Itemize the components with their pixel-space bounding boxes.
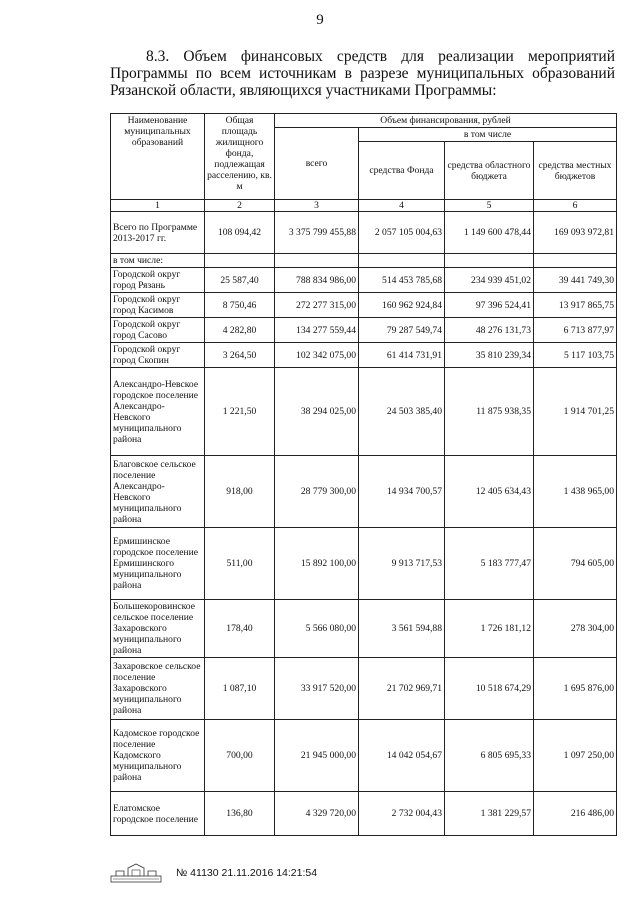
municipality-local: 1 695 876,00 [534,658,617,720]
municipality-total: 788 834 986,00 [275,268,359,293]
municipality-area: 178,40 [205,600,275,658]
municipality-total: 21 945 000,00 [275,720,359,792]
municipality-local: 216 486,00 [534,792,617,836]
municipality-local: 1 438 965,00 [534,456,617,528]
municipality-row [111,318,617,343]
municipality-area: 25 587,40 [205,268,275,293]
municipality-row [111,368,617,456]
municipality-name: Александро-Невское городское поселение Александро-Невского муниципального района [111,368,205,456]
page-number: 9 [316,12,324,28]
municipality-area: 8 750,46 [205,293,275,318]
municipality-total: 28 779 300,00 [275,456,359,528]
municipality-name: Большекоровинское сельское поселение Захаровского муниципального района [111,600,205,658]
municipality-total: 38 294 025,00 [275,368,359,456]
municipality-fund: 21 702 969,71 [359,658,445,720]
municipality-fund: 2 732 004,43 [359,792,445,836]
municipality-local: 5 117 103,75 [534,343,617,368]
subheader-row [111,254,617,268]
municipality-regional: 6 805 695,33 [445,720,534,792]
document-registration-code: № 41130 21.11.2016 14:21:54 [176,867,318,879]
column-number: 3 [275,200,359,212]
municipality-regional: 10 518 674,29 [445,658,534,720]
municipality-row [111,268,617,293]
header-funding: Объем финансирования, рублей [275,114,617,128]
total-row-total: 3 375 799 455,88 [275,212,359,254]
municipality-row [111,720,617,792]
municipality-total: 5 566 080,00 [275,600,359,658]
subheader-cell: в том числе: [111,254,205,268]
municipality-row [111,293,617,318]
municipality-area: 511,00 [205,528,275,600]
municipality-total: 134 277 559,44 [275,318,359,343]
municipality-name: Захаровское сельское поселение Захаровского муниципального района [111,658,205,720]
municipality-local: 1 914 701,25 [534,368,617,456]
municipality-fund: 79 287 549,74 [359,318,445,343]
municipality-row [111,456,617,528]
municipality-row [111,528,617,600]
municipality-local: 1 097 250,00 [534,720,617,792]
municipality-name: Городской округ город Скопин [111,343,205,368]
municipality-area: 918,00 [205,456,275,528]
municipality-regional: 234 939 451,02 [445,268,534,293]
municipality-name: Городской округ город Сасово [111,318,205,343]
column-number: 1 [111,200,205,212]
municipality-total: 33 917 520,00 [275,658,359,720]
municipality-local: 13 917 865,75 [534,293,617,318]
municipality-fund: 14 934 700,57 [359,456,445,528]
header-regional: средства областного бюджета [445,142,534,200]
document-system-logo-icon [110,862,162,884]
municipality-name: Городской округ город Касимов [111,293,205,318]
financing-table [110,113,617,836]
total-row-fund: 2 057 105 004,63 [359,212,445,254]
section-heading: 8.3. Объем финансовых средств для реализации мероприятий Программы по всем источникам в разрезе муниципальных образований Рязанской области, являющихся участниками Программы: [110,48,615,99]
municipality-row [111,343,617,368]
municipality-name: Елатомское городское поселение [111,792,205,836]
total-row-local: 169 093 972,81 [534,212,617,254]
municipality-row [111,792,617,836]
municipality-area: 1 221,50 [205,368,275,456]
municipality-regional: 5 183 777,47 [445,528,534,600]
municipality-area: 3 264,50 [205,343,275,368]
column-number: 2 [205,200,275,212]
column-number: 4 [359,200,445,212]
footer [110,862,317,884]
municipality-name: Городской округ город Рязань [111,268,205,293]
municipality-fund: 514 453 785,68 [359,268,445,293]
municipality-regional: 1 726 181,12 [445,600,534,658]
municipality-local: 278 304,00 [534,600,617,658]
header-area: Общая площадь жилищного фонда, подлежащая расселению, кв. м [205,114,275,200]
municipality-area: 136,80 [205,792,275,836]
column-number-row [111,200,617,212]
municipality-rows [111,268,617,836]
header-total: всего [275,128,359,200]
municipality-fund: 160 962 924,84 [359,293,445,318]
municipality-regional: 1 381 229,57 [445,792,534,836]
municipality-area: 700,00 [205,720,275,792]
municipality-area: 4 282,80 [205,318,275,343]
header-fund: средства Фонда [359,142,445,200]
municipality-local: 39 441 749,30 [534,268,617,293]
header-including: в том числе [359,128,617,142]
municipality-row [111,600,617,658]
municipality-regional: 12 405 634,43 [445,456,534,528]
municipality-regional: 48 276 131,73 [445,318,534,343]
header-name: Наименование муниципальных образований [111,114,205,200]
municipality-name: Ермишинское городское поселение Ермишинского муниципального района [111,528,205,600]
municipality-row [111,658,617,720]
municipality-fund: 14 042 054,67 [359,720,445,792]
municipality-fund: 9 913 717,53 [359,528,445,600]
municipality-regional: 35 810 239,34 [445,343,534,368]
municipality-fund: 24 503 385,40 [359,368,445,456]
header-local: средства местных бюджетов [534,142,617,200]
municipality-name: Благовское сельское поселение Александро-Невского муниципального района [111,456,205,528]
municipality-fund: 3 561 594,88 [359,600,445,658]
municipality-regional: 97 396 524,41 [445,293,534,318]
column-number: 5 [445,200,534,212]
total-row-regional: 1 149 600 478,44 [445,212,534,254]
total-row-area: 108 094,42 [205,212,275,254]
municipality-total: 102 342 075,00 [275,343,359,368]
municipality-local: 794 605,00 [534,528,617,600]
municipality-total: 4 329 720,00 [275,792,359,836]
municipality-regional: 11 875 938,35 [445,368,534,456]
total-row [111,212,617,254]
municipality-total: 15 892 100,00 [275,528,359,600]
column-number: 6 [534,200,617,212]
municipality-name: Кадомское городское поселение Кадомского муниципального района [111,720,205,792]
municipality-total: 272 277 315,00 [275,293,359,318]
municipality-fund: 61 414 731,91 [359,343,445,368]
municipality-local: 6 713 877,97 [534,318,617,343]
total-row-name: Всего по Программе 2013-2017 гг. [111,212,205,254]
municipality-area: 1 087,10 [205,658,275,720]
